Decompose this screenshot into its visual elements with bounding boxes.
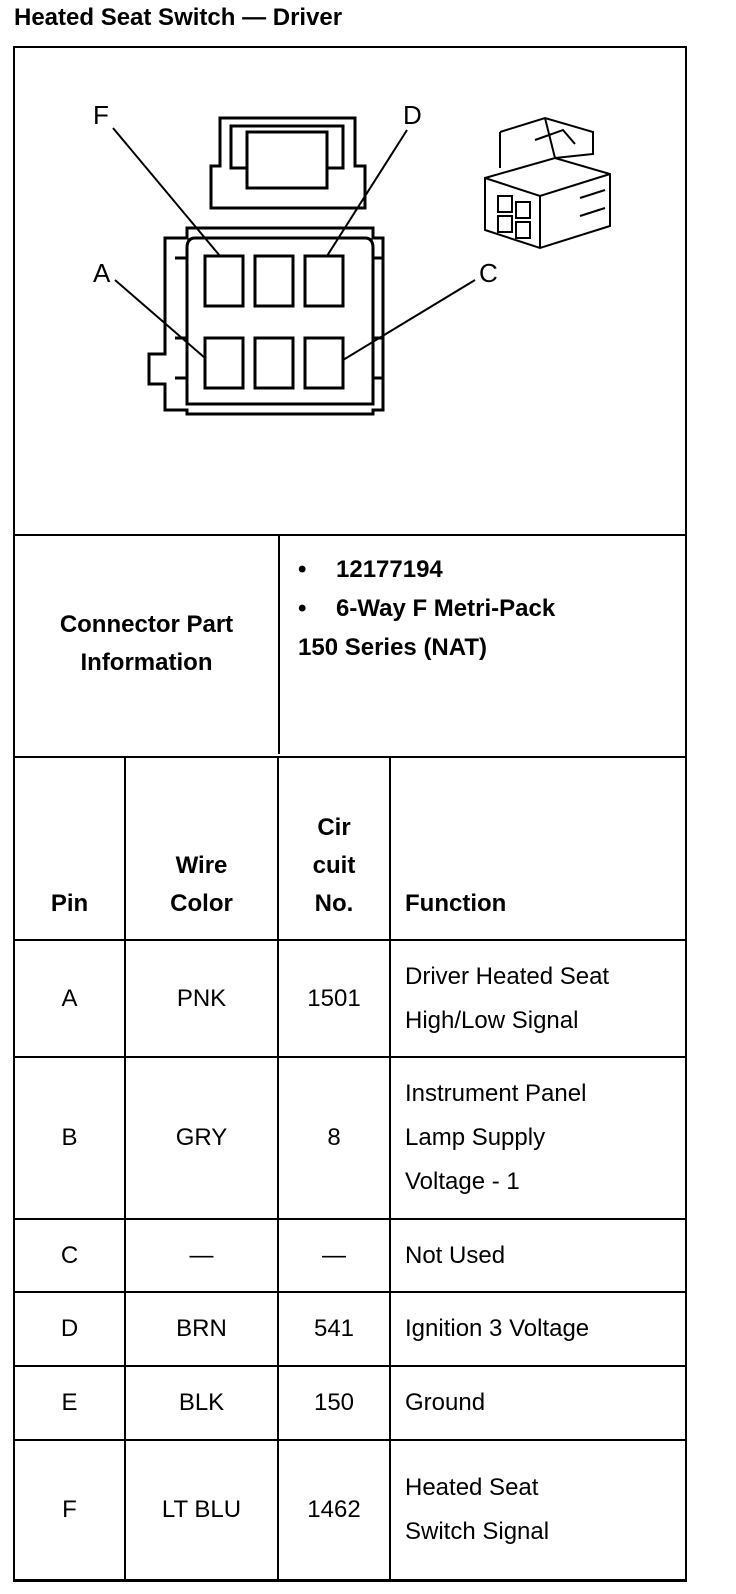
table-row: [15, 1219, 685, 1292]
pin-cell: C: [15, 1219, 125, 1292]
table-header-row: [15, 756, 685, 940]
wire-color-cell: LT BLU: [125, 1440, 278, 1580]
leader-C: [343, 280, 475, 360]
wire-color-cell: BLK: [125, 1366, 278, 1440]
cavity-A: [205, 338, 243, 388]
pin-cell: B: [15, 1057, 125, 1219]
header-pin: Pin: [15, 756, 125, 940]
cavity-C: [305, 338, 343, 388]
function-cell: Ignition 3 Voltage: [390, 1292, 685, 1366]
connector-face-drawing: [15, 48, 685, 534]
circuit-cell: 150: [278, 1366, 390, 1440]
wire-color-cell: PNK: [125, 940, 278, 1057]
connector-part-info: [15, 534, 685, 758]
circuit-cell: 1501: [278, 940, 390, 1057]
wire-color-cell: GRY: [125, 1057, 278, 1219]
connector-isometric-view: [485, 118, 610, 248]
connector-type: 6-Way F Metri-Pack: [336, 595, 556, 622]
housing-inner: [187, 238, 373, 404]
function-cell: Driver Heated Seat High/Low Signal: [390, 940, 685, 1057]
part-number: 12177194: [336, 556, 443, 583]
circuit-cell: 541: [278, 1292, 390, 1366]
leader-A: [115, 280, 205, 358]
table-row: [15, 1440, 685, 1580]
bullet: •: [298, 556, 307, 583]
connector-diagram: [15, 48, 685, 536]
connector-info-label: [15, 534, 280, 754]
function-cell: Instrument Panel Lamp Supply Voltage - 1: [390, 1057, 685, 1219]
cavity-E: [255, 256, 293, 306]
circuit-cell: 8: [278, 1057, 390, 1219]
pin-cell: F: [15, 1440, 125, 1580]
cavity-B: [255, 338, 293, 388]
connector-info-label-line1: Connector Part: [59, 611, 234, 638]
table-row: [15, 1292, 685, 1366]
part-number-line: [298, 550, 555, 589]
bullet: •: [298, 595, 307, 622]
label-D: D: [403, 100, 422, 130]
circuit-cell: —: [278, 1219, 390, 1292]
connector-info-label-line2: Information: [80, 649, 213, 676]
connector-sheet: [13, 46, 687, 1582]
pin-cell: A: [15, 940, 125, 1057]
latch-detail: [247, 168, 327, 188]
label-A: A: [93, 258, 111, 288]
function-cell: Ground: [390, 1366, 685, 1440]
page-title: Heated Seat Switch — Driver: [14, 4, 343, 31]
connector-type-line: [298, 589, 555, 628]
table-row: [15, 940, 685, 1057]
cavity-D: [305, 256, 343, 306]
pin-cell: D: [15, 1292, 125, 1366]
pinout-table: [15, 756, 685, 1581]
pin-cell: E: [15, 1366, 125, 1440]
connector-series: 150 Series (NAT): [298, 634, 487, 661]
housing-ridge-left: [175, 258, 187, 378]
table-row: [15, 1057, 685, 1219]
header-wire-color: Wire Color: [125, 756, 278, 940]
table-row: [15, 1366, 685, 1440]
cavity-F: [205, 256, 243, 306]
function-cell: Not Used: [390, 1219, 685, 1292]
wire-color-cell: BRN: [125, 1292, 278, 1366]
label-C: C: [479, 258, 498, 288]
connector-info-values: [298, 550, 555, 667]
latch-inner: [231, 126, 343, 168]
header-function: Function: [390, 756, 685, 940]
wire-color-cell: —: [125, 1219, 278, 1292]
function-cell: Heated Seat Switch Signal: [390, 1440, 685, 1580]
circuit-cell: 1462: [278, 1440, 390, 1580]
label-F: F: [93, 100, 109, 130]
header-circuit-no: Cir cuit No.: [278, 756, 390, 940]
